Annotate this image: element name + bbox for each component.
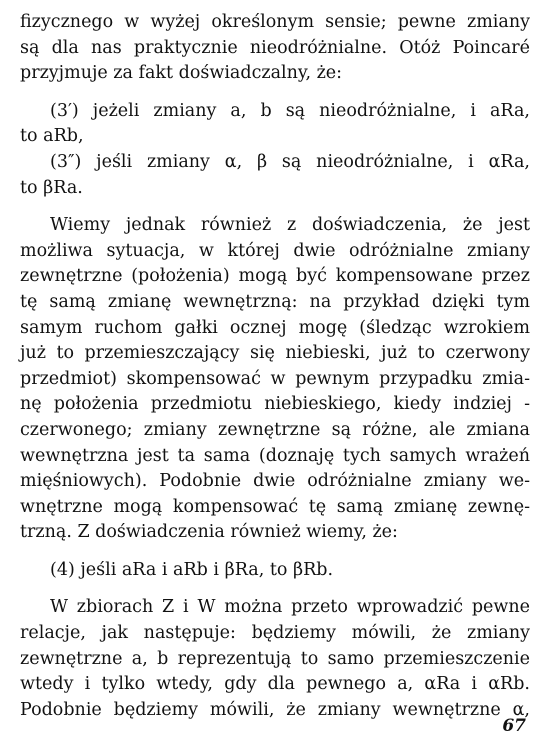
text-line: możliwa sytuacja, w której dwie odróżnialne zmiany — [20, 240, 530, 261]
text-line: wtedy i tylko wtedy, gdy dla pewnego a, αRa i αRb. — [20, 674, 530, 695]
text-line: trzną. Z doświadczenia również wiemy, że: — [20, 522, 398, 543]
paragraph-1 — [20, 10, 530, 87]
statement-block-4 — [20, 558, 530, 584]
statement-block-3 — [20, 99, 530, 201]
statement-3-double-prime: (3″) jeśli zmiany α, β są nieodróżnialne, i αRa, — [50, 151, 530, 172]
paragraph-2 — [20, 213, 530, 546]
text-line: to aRb, — [20, 126, 84, 147]
text-line: zewnętrzne a, b reprezentują to samo przemieszczenie — [20, 648, 530, 669]
text-line: nę położenia przedmiotu niebieskiego, kiedy indziej - — [20, 394, 530, 415]
text-line: czerwonego; zmiany zewnętrzne są różne, ale zmiana — [20, 419, 530, 440]
text-line: przedmiot) skompensować w pewnym przypadku zmia- — [20, 368, 530, 389]
text-line: są dla nas praktycznie nieodróżnialne. Otóż Poincaré — [20, 37, 530, 58]
paragraph-3 — [20, 595, 530, 723]
text-line: zewnętrzne (położenia) mogą być kompensowane przez — [20, 266, 530, 287]
text-line: mięśniowych). Podobnie dwie odróżnialne zmiany we- — [20, 471, 530, 492]
text-line: już to przemieszczający się niebieski, już to czerwony — [20, 343, 530, 364]
text-line: fizycznego w wyżej określonym sensie; pewne zmiany — [20, 12, 530, 32]
text-line: W zbiorach Z i W można przeto wprowadzić pewne — [50, 597, 530, 618]
text-line: Podobnie będziemy mówili, że zmiany wewnętrzne α, — [20, 699, 530, 720]
page-number: 67 — [502, 716, 526, 736]
text-line: relacje, jak następuje: będziemy mówili, że zmiany — [20, 623, 530, 644]
text-line: to βRa. — [20, 177, 83, 198]
statement-3-prime: (3′) jeżeli zmiany a, b są nieodróżnialne, i aRa, — [50, 100, 530, 121]
text-line: wnętrzne mogą kompensować tę samą zmianę zewnę- — [20, 496, 530, 517]
text-line: wewnętrzna jest ta sama (doznaję tych samych wrażeń — [20, 445, 530, 466]
page-body — [20, 10, 530, 723]
text-line: tę samą zmianę wewnętrzną: na przykład dzięki tym — [20, 291, 530, 312]
statement-4: (4) jeśli aRa i aRb i βRa, to βRb. — [50, 559, 334, 580]
text-line: samym ruchom gałki ocznej mogę (śledząc wzrokiem — [20, 317, 530, 338]
text-line: przyjmuje za fakt doświadczalny, że: — [20, 63, 343, 84]
text-line: Wiemy jednak również z doświadczenia, że jest — [50, 215, 530, 236]
